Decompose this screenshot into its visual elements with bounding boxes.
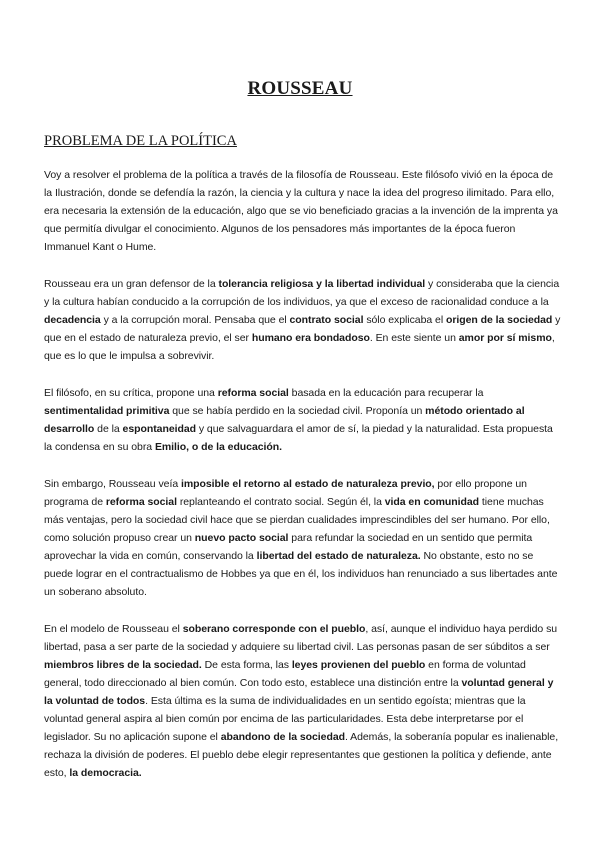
bold-text: miembros libres de la sociedad. xyxy=(44,659,202,671)
bold-text: leyes provienen del pueblo xyxy=(291,659,426,671)
bold-text: abandono de la sociedad xyxy=(220,731,345,743)
text-run: . Además, la soberanía popular es inalienable, rechaza la división de poderes. El pueblo debe elegir representantes que gestionen la política y defiende, ante esto, xyxy=(44,731,559,779)
bold-text: voluntad general y la voluntad de todos xyxy=(44,677,554,707)
bold-text: vida en comunidad xyxy=(384,496,480,508)
paragraph xyxy=(44,384,562,456)
bold-text: la democracia. xyxy=(69,767,142,779)
bold-text: tolerancia religiosa y la libertad individual xyxy=(218,278,426,290)
text-run: replanteando el contrato social. Según él, la xyxy=(176,496,385,508)
bold-text: origen de la sociedad xyxy=(445,314,553,326)
text-run: , así, aunque el individuo haya perdido su libertad, pasa a ser parte de la sociedad y adquiere su libertad civil. Las personas pasan de ser súbditos a ser xyxy=(44,623,558,653)
bold-text: reforma social xyxy=(217,387,289,399)
document-body xyxy=(44,166,562,801)
bold-text: libertad del estado de naturaleza. xyxy=(256,550,421,562)
text-run: . Esta última es la suma de individualidades en un sentido egoísta; mientras que la voluntad general aspira al bien común por encima de las particularidades. Esta debe interpretarse por el legislador. Su no aplicación supone el xyxy=(44,695,526,743)
text-run: y a la corrupción moral. Pensaba que el xyxy=(100,314,290,326)
text-run: por ello propone un programa de xyxy=(44,478,527,508)
text-run: sólo explicaba el xyxy=(363,314,446,326)
text-run: de la xyxy=(94,423,123,435)
bold-text: decadencia xyxy=(44,314,101,326)
bold-text: imposible el retorno al estado de naturaleza previo, xyxy=(180,478,435,490)
bold-text: reforma social xyxy=(105,496,177,508)
text-run: y que salvaguardara el amor de sí, la piedad y la naturalidad. Esta propuesta la condensa en su obra xyxy=(44,423,553,453)
bold-text: espontaneidad xyxy=(122,423,196,435)
text-run: Voy a resolver el problema de la política a través de la filosofía de Rousseau. Este filósofo vivió en la época de la Ilustración, donde se defendía la razón, la ciencia y la cultura y nace la idea del progreso ilimitado. Para ello, era necesaria la extensión de la educación, algo que se vio beneficiado gracias a la invención de la imprenta ya que permitía divulgar el conocimiento. Algunos de los pensadores más importantes de la época fueron Immanuel Kant o Hume. xyxy=(44,169,558,253)
bold-text: sentimentalidad primitiva xyxy=(44,405,170,417)
document-title: ROUSSEAU xyxy=(247,78,353,99)
paragraph xyxy=(44,620,562,782)
text-run: basada en la educación para recuperar la xyxy=(288,387,484,399)
text-run: No obstante, esto no se puede lograr en el contractualismo de Hobbes ya que en él, los individuos han renunciado a sus libertades ante un soberano absoluto. xyxy=(44,550,558,598)
bold-text: contrato social xyxy=(289,314,364,326)
paragraph xyxy=(44,475,562,601)
bold-text: soberano corresponde con el pueblo xyxy=(182,623,366,635)
text-run: De esta forma, las xyxy=(201,659,292,671)
bold-text: Emilio, o de la educación. xyxy=(154,441,283,453)
bold-text: humano era bondadoso xyxy=(251,332,370,344)
text-run: . En este siente un xyxy=(369,332,459,344)
bold-text: nuevo pacto social xyxy=(194,532,289,544)
text-run: que se había perdido en la sociedad civil. Proponía un xyxy=(169,405,426,417)
text-run: En el modelo de Rousseau el xyxy=(44,623,183,635)
text-run: y que en el estado de naturaleza previo, el ser xyxy=(44,314,561,344)
text-run: Sin embargo, Rousseau veía xyxy=(44,478,181,490)
text-run: El filósofo, en su crítica, propone una xyxy=(44,387,218,399)
text-run: , que es lo que le impulsa a sobrevivir. xyxy=(44,332,555,362)
paragraph xyxy=(44,275,562,365)
bold-text: amor por sí mismo xyxy=(458,332,552,344)
section-heading: PROBLEMA DE LA POLÍTICA xyxy=(44,133,237,149)
text-run: y consideraba que la ciencia y la cultura habían conducido a la corrupción de los individuos, ya que el exceso de racionalidad conduce a la xyxy=(44,278,560,308)
text-run: Rousseau era un gran defensor de la xyxy=(44,278,219,290)
bold-text: método orientado al desarrollo xyxy=(44,405,525,435)
text-run: para refundar la sociedad en un sentido que permita aprovechar la vida en común, conservando la xyxy=(44,532,533,562)
text-run: en forma de voluntad general, todo direccionado al bien común. Con todo esto, establece una distinción entre la xyxy=(44,659,526,689)
paragraph xyxy=(44,166,562,256)
text-run: tiene muchas más ventajas, pero la sociedad civil hace que se pierdan cualidades imprescindibles del ser humano. Por ello, como solución propuso crear un xyxy=(44,496,550,544)
